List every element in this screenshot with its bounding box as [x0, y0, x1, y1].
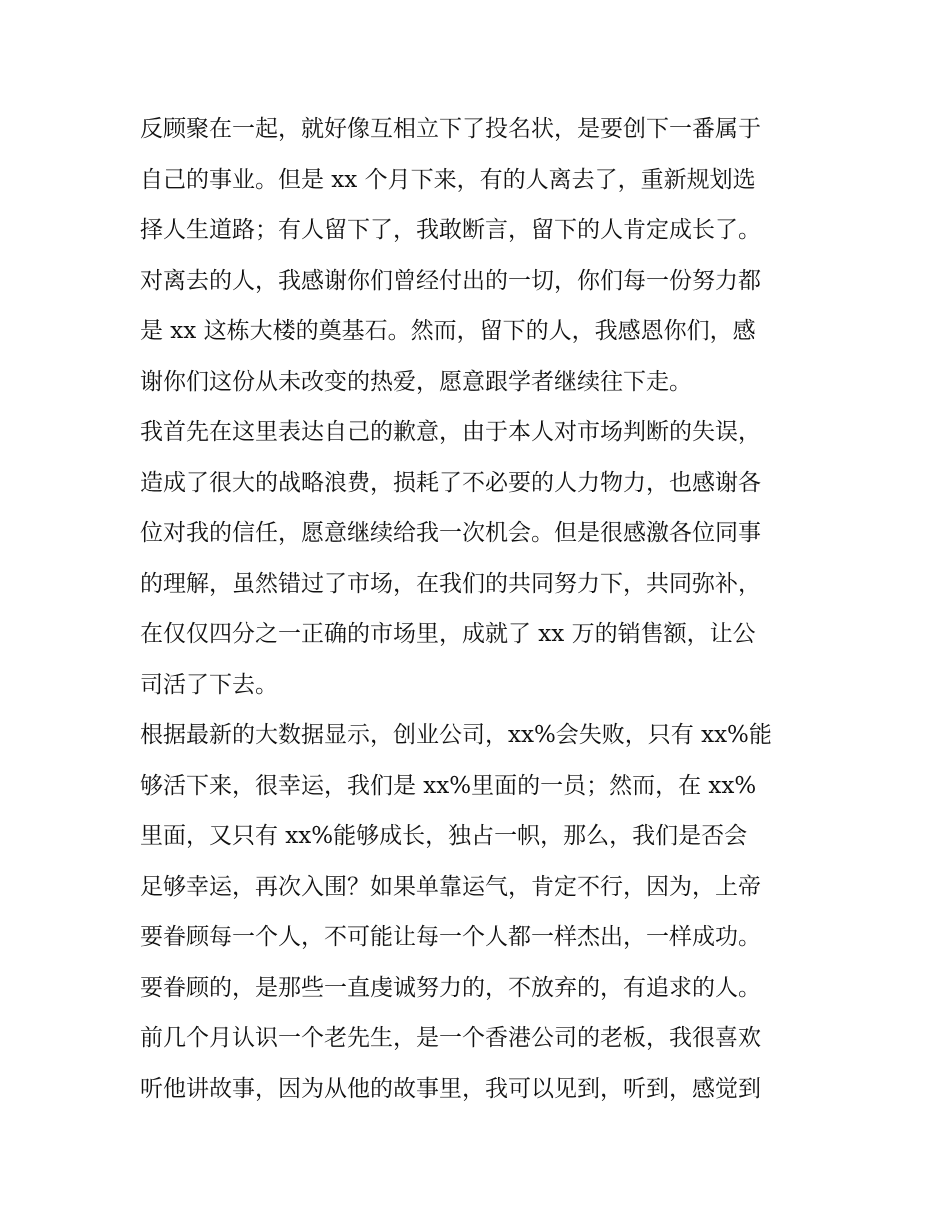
text-line: 位对我的信任，愿意继续给我一次机会。但是很感激各位同事 [140, 520, 761, 546]
text-line: 对离去的人，我感谢你们曾经付出的一切，你们每一份努力都 [140, 267, 761, 294]
text-line: 足够幸运，再次入围？如果单靠运气，肯定不行，因为，上帝 [140, 873, 761, 900]
text-line: 我首先在这里表达自己的歉意，由于本人对市场判断的失误， [140, 419, 761, 445]
text-line: 造成了很大的战略浪费，损耗了不必要的人力物力，也感谢各 [140, 469, 761, 496]
text-line: 听他讲故事，因为从他的故事里，我可以见到，听到，感觉到 [140, 1075, 761, 1102]
text-line: 要眷顾每一个人，不可能让每一个人都一样杰出，一样成功。 [140, 924, 761, 950]
text-line: 择人生道路；有人留下了，我敢断言，留下的人肯定成长了。 [140, 217, 761, 243]
text-line: 够活下来，很幸运，我们是 xx%里面的一员；然而，在 xx% [140, 772, 757, 799]
text-line: 在仅仅四分之一正确的市场里，成就了 xx 万的销售额，让公 [140, 621, 756, 647]
text-line: 前几个月认识一个老先生，是一个香港公司的老板，我很喜欢 [140, 1025, 761, 1051]
text-line: 司活了下去。 [140, 671, 278, 698]
document-body [140, 104, 820, 1114]
text-line: 里面，又只有 xx%能够成长，独占一帜，那么，我们是否会 [140, 823, 748, 849]
text-line: 反顾聚在一起，就好像互相立下了投名状，是要创下一番属于 [140, 116, 761, 142]
text-line: 自己的事业。但是 xx 个月下来，有的人离去了，重新规划选 [140, 166, 756, 193]
text-line: 是 xx 这栋大楼的奠基石。然而，留下的人，我感恩你们，感 [140, 318, 756, 344]
text-line: 的理解，虽然错过了市场，在我们的共同努力下，共同弥补， [140, 570, 761, 597]
text-line: 要眷顾的，是那些一直虔诚努力的，不放弃的，有追求的人。 [140, 974, 761, 1001]
text-line: 谢你们这份从未改变的热爱，愿意跟学者继续往下走。 [140, 368, 692, 395]
text-line: 根据最新的大数据显示，创业公司，xx%会失败，只有 xx%能 [140, 722, 772, 748]
